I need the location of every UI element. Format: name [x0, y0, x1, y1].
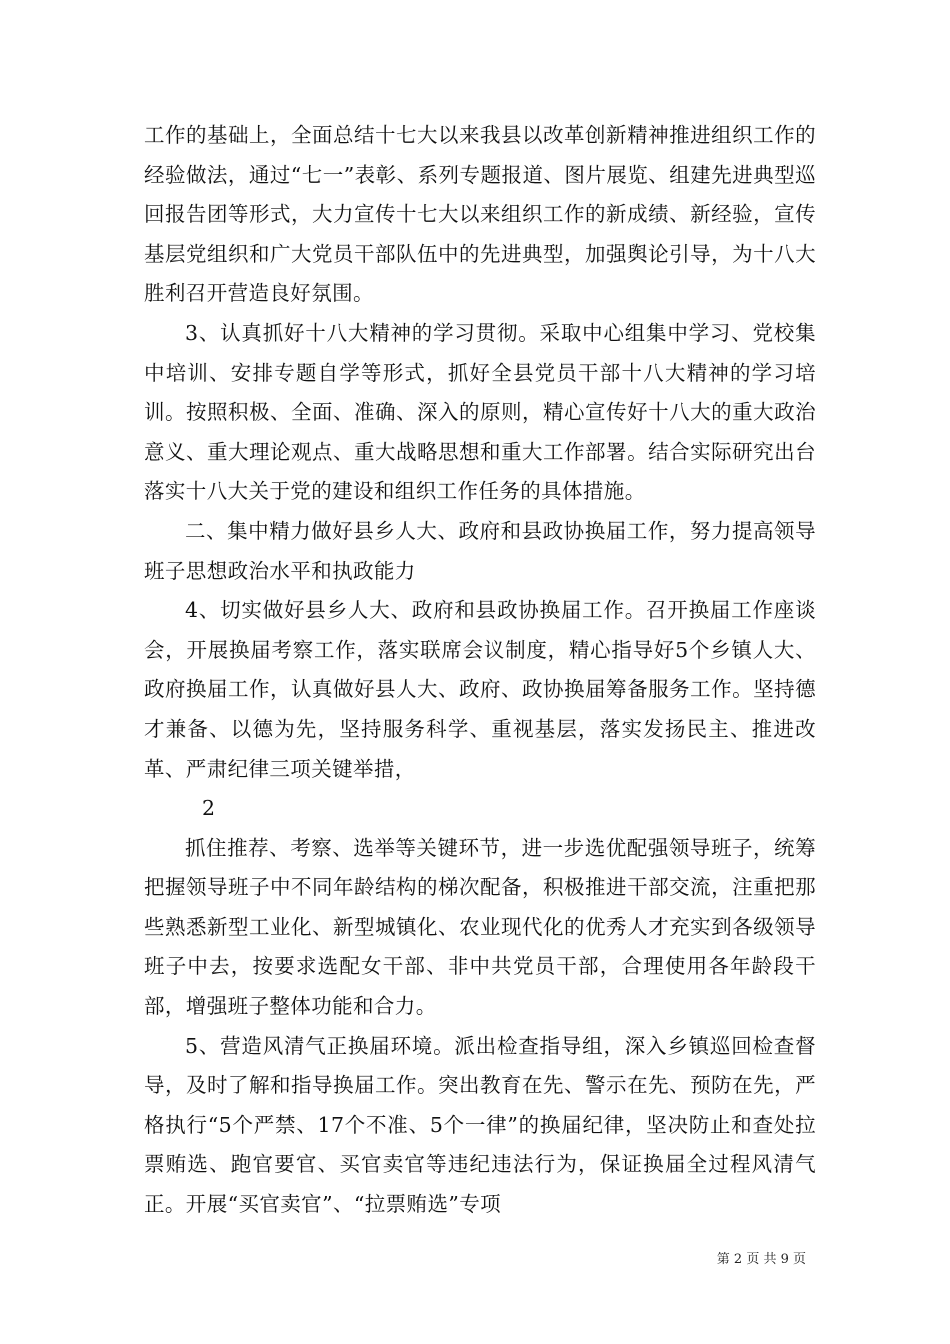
paragraph-item-4-continued: 抓住推荐、考察、选举等关键环节，进一步选优配强领导班子，统筹把握领导班子中不同年龄结构的梯次配备，积极推进干部交流，注重把那些熟悉新型工业化、新型城镇化、农业现代化的优秀人才充实到各级领导班子中去，按要求选配女干部、非中共党员干部，合理使用各年龄段干部，增强班子整体功能和合力。	[144, 835, 816, 1019]
paragraph-item-3: 3、认真抓好十八大精神的学习贯彻。采取中心组集中学习、党校集中培训、安排专题自学等形式，抓好全县党员干部十八大精神的学习培训。按照积极、全面、准确、深入的原则，精心宣传好十八大的重大政治意义、重大理论观点、重大战略思想和重大工作部署。结合实际研究出台落实十八大关于党的建设和组织工作任务的具体措施。	[144, 320, 816, 504]
paragraph-continuation: 工作的基础上，全面总结十七大以来我县以改革创新精神推进组织工作的经验做法，通过“七一”表彰、系列专题报道、图片展览、组建先进典型巡回报告团等形式，大力宣传十七大以来组织工作的新成绩、新经验，宣传基层党组织和广大党员干部队伍中的先进典型，加强舆论引导，为十八大胜利召开营造良好氛围。	[144, 123, 816, 306]
body-text	[144, 116, 816, 1225]
paragraph-item-4: 4、切实做好县乡人大、政府和县政协换届工作。召开换届工作座谈会，开展换届考察工作，落实联席会议制度，精心指导好5个乡镇人大、政府换届工作，认真做好县人大、政府、政协换届筹备服务工作。坚持德才兼备、以德为先，坚持服务科学、重视基层，落实发扬民主、推进改革、严肃纪律三项关键举措，	[144, 598, 816, 781]
inline-page-number: 2	[202, 796, 216, 821]
page-footer: 第 2 页 共 9 页	[716, 1252, 806, 1267]
paragraph-item-5: 5、营造风清气正换届环境。派出检查指导组，深入乡镇巡回检查督导，及时了解和指导换届工作。突出教育在先、警示在先、预防在先，严格执行“5个严禁、17个不准、5个一律”的换届纪律，坚决防止和查处拉票贿选、跑官要官、买官卖官等违纪违法行为，保证换届全过程风清气正。开展“买官卖官”、“拉票贿选”专项	[144, 1033, 816, 1217]
section-heading-2: 二、集中精力做好县乡人大、政府和县政协换届工作，努力提高领导班子思想政治水平和执政能力	[144, 518, 816, 583]
